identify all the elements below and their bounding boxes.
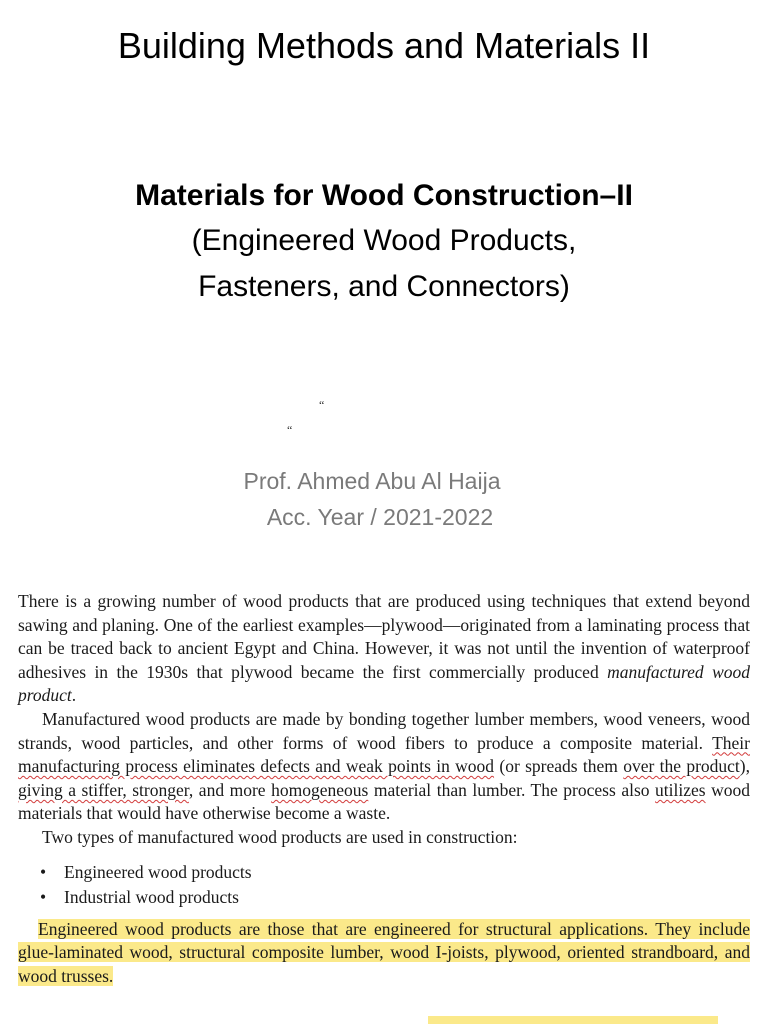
- lecture-subtitle-line-1: (Engineered Wood Products,: [191, 224, 577, 257]
- emphasized-term: manufactured wood product: [18, 661, 750, 706]
- spellcheck-marked-text: over the product: [623, 756, 740, 777]
- product-type-list: [18, 860, 750, 910]
- spellcheck-marked-text: giving a stiffer, stronger: [18, 779, 189, 800]
- highlight-fragment: [428, 1016, 718, 1024]
- author-name: Prof. Ahmed Abu Al Haija: [243, 468, 501, 494]
- text-segment: material than lumber. The process also: [368, 779, 656, 800]
- paragraph-engineered-highlighted: [18, 918, 750, 989]
- course-title: Building Methods and Materials II: [117, 25, 651, 66]
- text-segment: Manufactured wood products are made by bonding together lumber members, wood veneers, wood strands, wood particles, and other forms of wood fibers to produce a composite material.: [18, 708, 750, 753]
- paragraph-types: Two types of manufactured wood products are used in construction:: [42, 826, 518, 847]
- paragraph-intro-end: .: [71, 685, 77, 706]
- text-segment: , and more: [188, 779, 272, 800]
- lecture-title: Materials for Wood Construction–II: [135, 179, 633, 212]
- stray-quote-mark: “: [287, 423, 293, 437]
- lecture-subtitle-line-2: Fasteners, and Connectors): [198, 270, 570, 303]
- textbook-excerpt: [18, 590, 750, 988]
- academic-year: Acc. Year / 2021-2022: [266, 504, 494, 530]
- spellcheck-marked-text: Their manufacturing process eliminates defects and weak points in wood: [18, 732, 750, 777]
- text-segment: (or spreads them: [494, 756, 624, 777]
- spellcheck-marked-text: utilizes: [655, 779, 706, 800]
- stray-quote-mark: “: [319, 398, 325, 412]
- paragraph-intro-text: There is a growing number of wood products that are produced using techniques that extend beyond sawing and planing. One of the earliest examples—plywood—originated from a laminating process that can be traced back to ancient Egypt and China. However, it was not until the invention of waterproof adhesives in the 1930s that plywood became the first commercially produced: [18, 591, 750, 682]
- text-segment: wood materials that would have otherwise become a waste.: [18, 779, 751, 824]
- paragraph-intro: [18, 590, 750, 708]
- spellcheck-marked-text: homogeneous: [271, 779, 369, 800]
- text-segment: ),: [739, 756, 750, 777]
- paragraph-manufactured: [18, 708, 750, 826]
- list-item: • Engineered wood products: [18, 860, 750, 885]
- highlighted-text: Engineered wood products are those that are engineered for structural applications. They include glue-laminated wood, structural composite lumber, wood I-joists, plywood, oriented strandboard, and wood trusses.: [18, 918, 750, 986]
- list-item: • Industrial wood products: [18, 885, 750, 910]
